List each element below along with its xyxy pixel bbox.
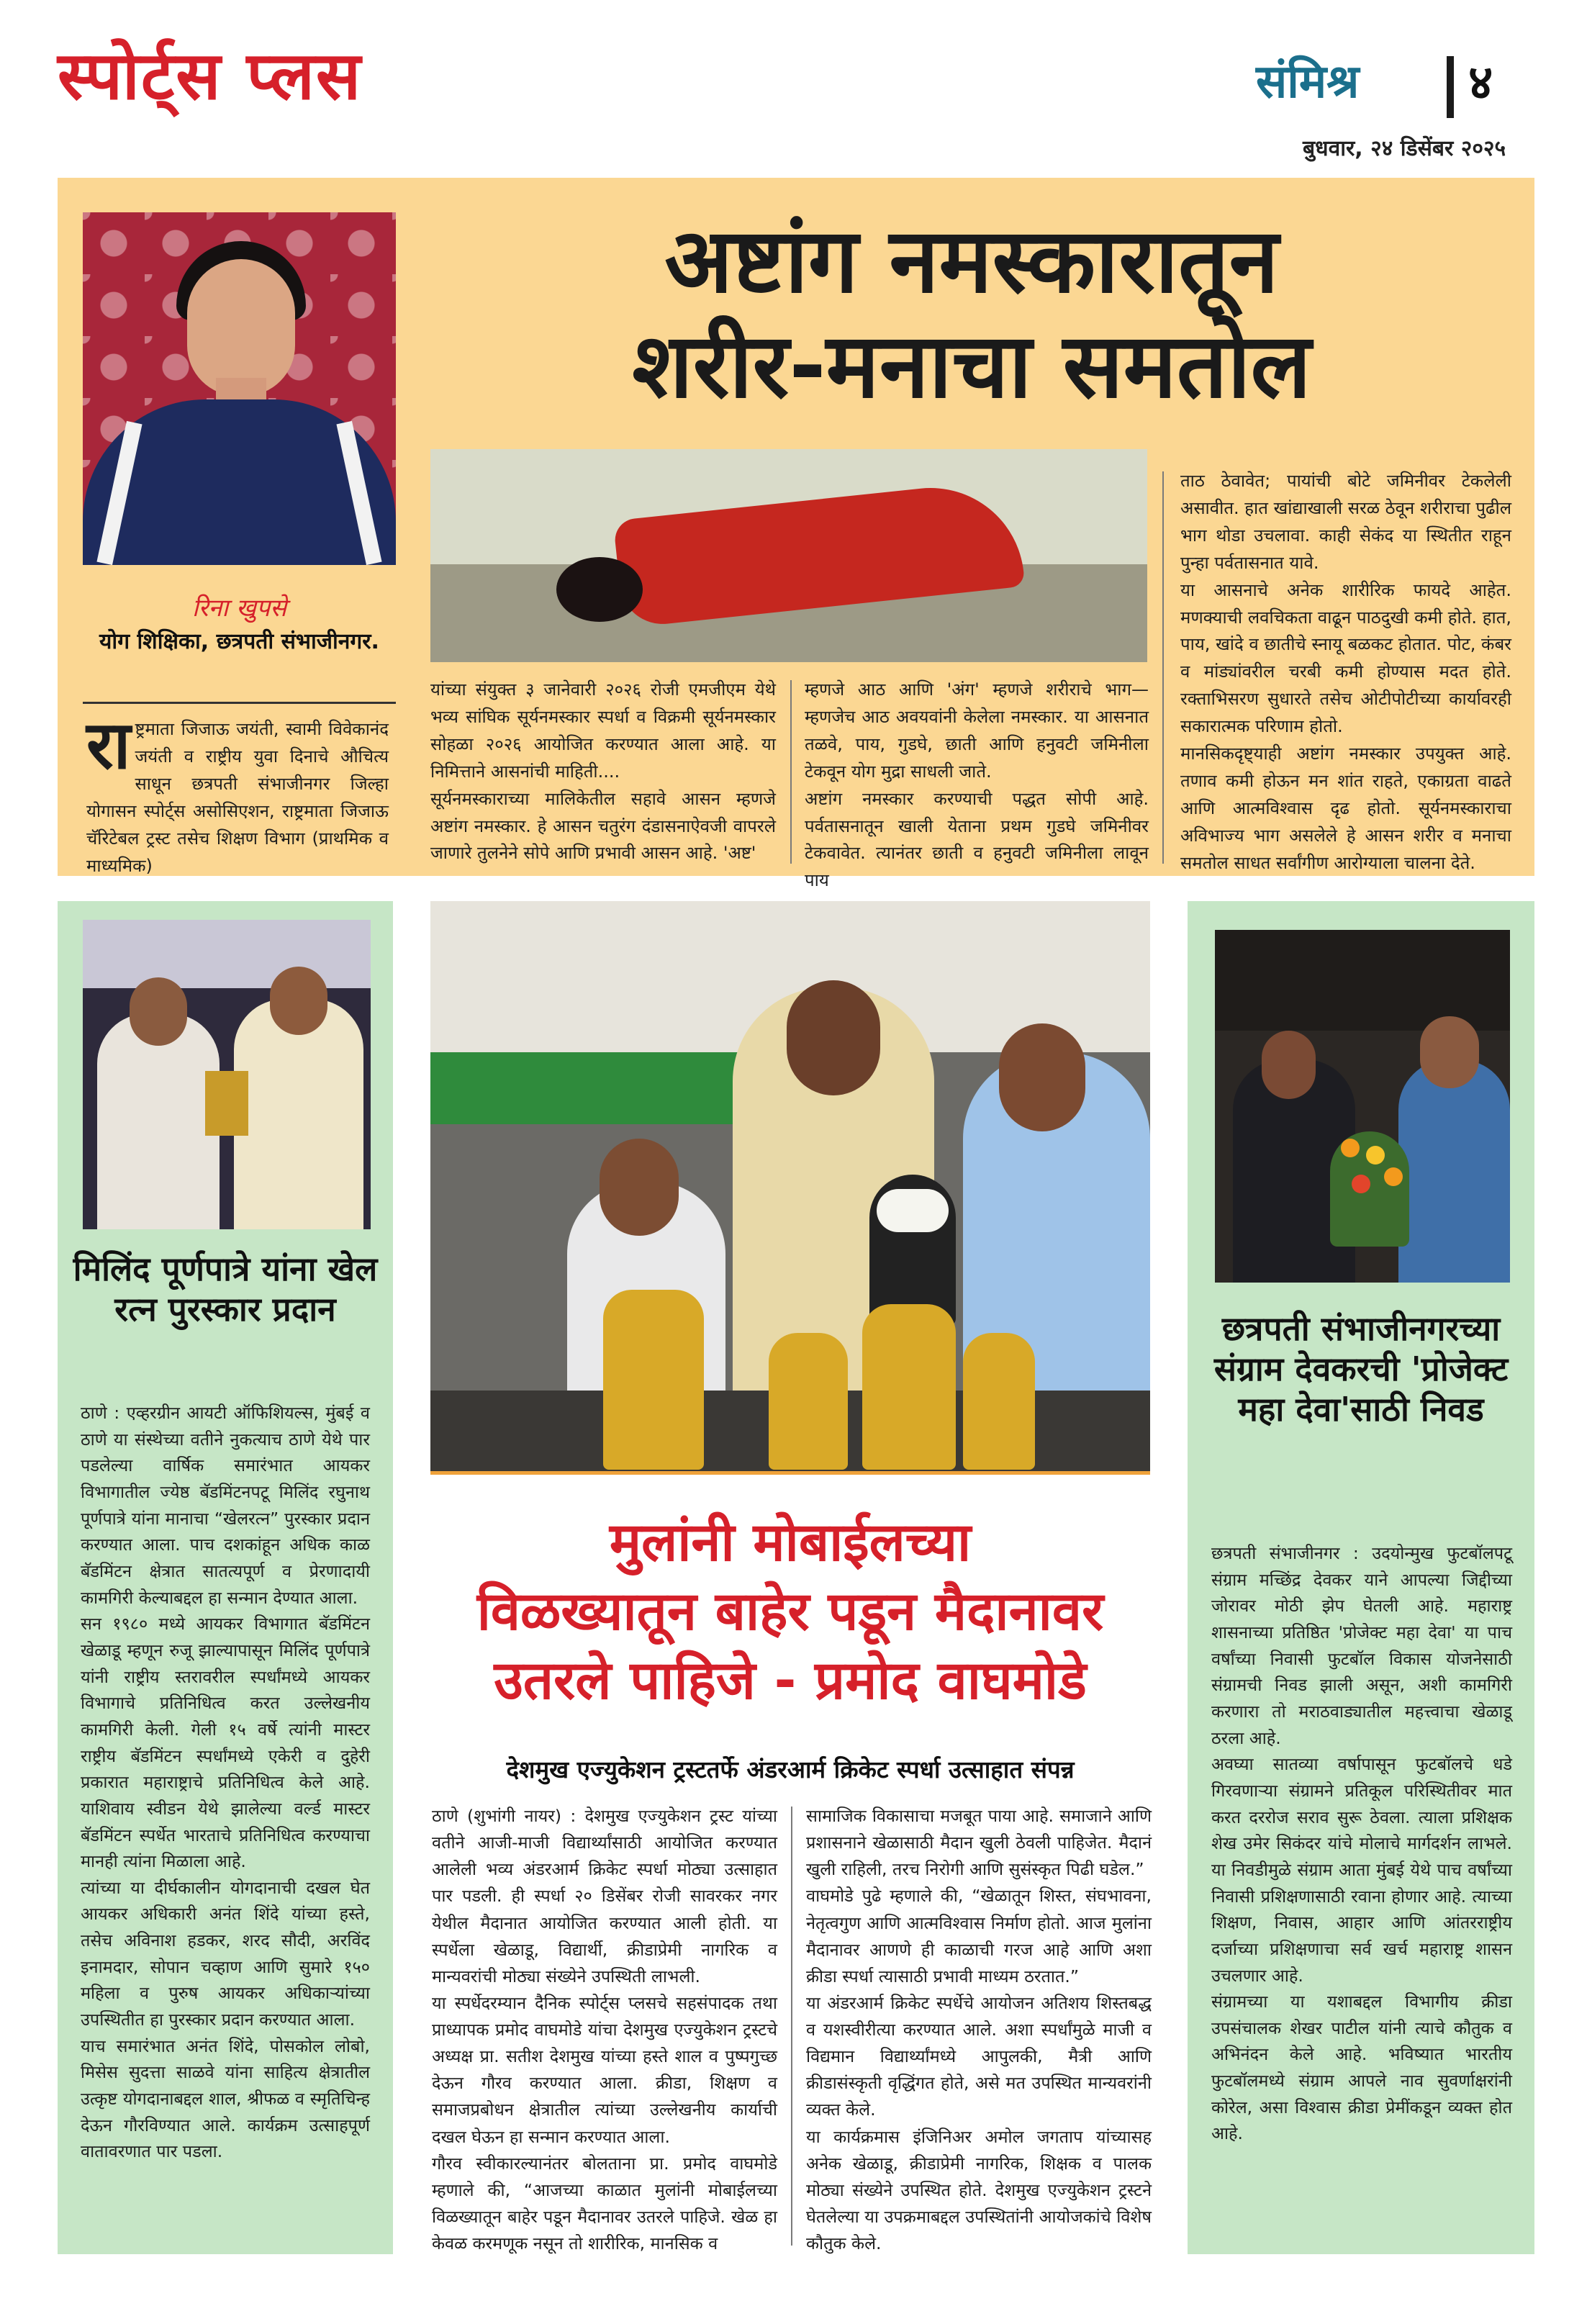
sangram-photo bbox=[1215, 930, 1510, 1283]
cricket-subheadline: देशमुख एज्युकेशन ट्रस्टतर्फे अंडरआर्म क्रिकेट स्पर्धा उत्साहात संपन्न bbox=[506, 1755, 1075, 1783]
issue-date: बुधवार, २४ डिसेंबर २०२५ bbox=[1303, 136, 1506, 161]
byline-divider bbox=[83, 702, 396, 704]
yoga-pose-photo bbox=[430, 449, 1147, 662]
cricket-headline-line2: विळख्यातून बाहेर पडून मैदानावर bbox=[476, 1581, 1104, 1643]
award-ceremony-photo bbox=[83, 920, 371, 1229]
cricket-column-2: सामाजिक विकासाचा मजबूत पाया आहे. समाजाने आणि प्रशासनाने खेळासाठी मैदान खुली ठेवली पाहिजेत. मैदानं खुली राहिली, तरच निरोगी आणि सुसंस्कृत पिढी घडेल.” वाघमोडे पुढे म्हणाले की, “खेळातून शिस्त, संघभावना, नेतृत्वगुण आणि आत्मविश्वास निर्माण होतो. आज मुलांना मैदानावर आणणे ही काळाची गरज आहे आणि अशा क्रीडा स्पर्धा त्यासाठी प्रभावी माध्यम ठरतात.” या अंडरआर्म क्रिकेट स्पर्धेचे आयोजन अतिशय शिस्तबद्ध व यशस्वीरीत्या करण्यात आले. अशा स्पर्धांमुळे माजी व विद्यमान विद्यार्थ्यांमध्ये आपुलकी, मैत्री आणि क्रीडासंस्कृती वृद्धिंगत होते, असे मत उपस्थित मान्यवरांनी व्यक्त केले. या कार्यक्रमास इंजिनिअर अमोल जगताप यांच्यासह अनेक खेळाडू, क्रीडाप्रेमी नागरिक, शिक्षक व पालक मोठ्या संख्येने उपस्थित होते. देशमुख एज्युकेशन ट्रस्टने घेतलेल्या या उपक्रमाबद्दल उपस्थितांनी आयोजकांचे विशेष कौतुक केले. bbox=[806, 1806, 1152, 2253]
cricket-headline bbox=[430, 1508, 1150, 1716]
yoga-headline-line1: अष्टांग नमस्कारातून bbox=[664, 209, 1279, 313]
felicitation-photo bbox=[430, 901, 1150, 1471]
milind-headline: मिलिंद पूर्णपात्रे यांना खेल रत्न पुरस्कार प्रदान bbox=[73, 1249, 378, 1329]
masthead-title: स्पोर्ट्स प्लस bbox=[58, 37, 363, 114]
yoga-headline-line2: शरीर-मनाचा समतोल bbox=[632, 315, 1311, 419]
yoga-column-1 bbox=[86, 707, 389, 876]
column-divider bbox=[791, 1807, 792, 2246]
column-divider bbox=[1162, 471, 1164, 864]
author-name: रिना खुपसे bbox=[191, 594, 287, 623]
yoga-headline bbox=[432, 209, 1511, 420]
cricket-headline-line1: मुलांनी मोबाईलच्या bbox=[609, 1511, 972, 1573]
sangram-body: छत्रपती संभाजीनगर : उदयोन्मुख फुटबॉलपटू संग्राम मच्छिंद्र देवकर याने आपल्या जिद्दीच्या जोरावर मोठी झेप घेतली आहे. महाराष्ट्र शासनाच्या प्रतिष्ठित 'प्रोजेक्ट महा देवा' या पाच वर्षांच्या निवासी फुटबॉल विकास योजनेसाठी संग्रामची निवड झाली असून, अशी कामगिरी करणारा तो मराठवाड्यातील महत्त्वाचा खेळाडू ठरला आहे. अवघ्या सातव्या वर्षापासून फुटबॉलचे धडे गिरवणाऱ्या संग्रामने प्रतिकूल परिस्थितीवर मात करत दररोज सराव सुरू ठेवला. त्याला प्रशिक्षक शेख उमेर सिकंदर यांचे मोलाचे मार्गदर्शन लाभले. या निवडीमुळे संग्राम आता मुंबई येथे पाच वर्षांच्या निवासी प्रशिक्षणासाठी रवाना होणार आहे. त्याच्या शिक्षण, निवास, आहार आणि आंतरराष्ट्रीय दर्जाच्या प्रशिक्षणाचा सर्व खर्च महाराष्ट्र शासन उचलणार आहे. संग्रामच्या या यशाबद्दल विभागीय क्रीडा उपसंचालक शेखर पाटील यांनी त्याचे कौतुक व अभिनंदन केले आहे. भविष्यात भारतीय फुटबॉलमध्ये संग्राम आपले नाव सुवर्णाक्षरांनी कोरेल, असा विश्वास क्रीडा प्रेमींकडून व्यक्त होत आहे. bbox=[1211, 1543, 1512, 2144]
section-name: संमिश्र bbox=[1256, 55, 1360, 109]
yoga-column-2: यांच्या संयुक्त ३ जानेवारी २०२६ रोजी एमजीएम येथे भव्य सांघिक सूर्यनमस्कार स्पर्धा व विक्रमी सूर्यनमस्कार सोहळा २०२६ आयोजित करण्यात आला आहे. या निमित्ताने आसनांची माहिती.... सूर्यनमस्काराच्या मालिकेतील सहावे आसन म्हणजे अष्टांग नमस्कार. हे आसन चतुरंग दंडासनाऐवजी वापरले जाणारे तुलनेने सोपे आणि प्रभावी आसन आहे. 'अष्ट' bbox=[430, 679, 776, 864]
yoga-column-4: ताठ ठेवावेत; पायांची बोटे जमिनीवर टेकलेली असावीत. हात खांद्याखाली सरळ ठेवून शरीराचा पुढील भाग थोडा उचलावा. काही सेकंद या स्थितीत राहून पुन्हा पर्वतासनात यावे. या आसनाचे अनेक शारीरिक फायदे आहेत. मणक्याची लवचिकता वाढून पाठदुखी कमी होते. हात, पाय, खांदे व छातीचे स्नायू बळकट होतात. पोट, कंबर व मांड्यांवरील चरबी कमी होण्यास मदत होते. रक्ताभिसरण सुधारते तसेच ओटीपोटीच्या कार्यावरही सकारात्मक परिणाम होतो. मानसिकदृष्ट्याही अष्टांग नमस्कार उपयुक्त आहे. तणाव कमी होऊन मन शांत राहते, एकाग्रता वाढते आणि आत्मविश्वास दृढ होतो. सूर्यनमस्काराचा अविभाज्य भाग असलेले हे आसन शरीर व मनाचा समतोल साधत सर्वांगीण आरोग्याला चालना देते. bbox=[1180, 471, 1511, 873]
photo-underline bbox=[430, 1471, 1150, 1475]
column-divider bbox=[790, 680, 792, 864]
cricket-column-1: ठाणे (शुभांगी नायर) : देशमुख एज्युकेशन ट्रस्ट यांच्या वतीने आजी-माजी विद्यार्थ्यांसाठी आयोजित करण्यात आलेली भव्य अंडरआर्म क्रिकेट स्पर्धा मोठ्या उत्साहात पार पडली. ही स्पर्धा २० डिसेंबर रोजी सावरकर नगर येथील मैदानात आयोजित करण्यात आली होती. या स्पर्धेला खेळाडू, विद्यार्थी, क्रीडाप्रेमी नागरिक व मान्यवरांची मोठ्या संख्येने उपस्थिती लाभली. या स्पर्धेदरम्यान दैनिक स्पोर्ट्स प्लसचे सहसंपादक तथा प्राध्यापक प्रमोद वाघमोडे यांचा देशमुख एज्युकेशन ट्रस्टचे अध्यक्ष प्रा. सतीश देशमुख यांच्या हस्ते शाल व पुष्पगुच्छ देऊन गौरव करण्यात आला. क्रीडा, शिक्षण व समाजप्रबोधन क्षेत्रातील त्यांच्या उल्लेखनीय कार्याची दखल घेऊन हा सन्मान करण्यात आला. गौरव स्वीकारल्यानंतर बोलताना प्रा. प्रमोद वाघमोडे म्हणाले की, “आजच्या काळात मुलांनी मोबाईलच्या विळख्यातून बाहेर पडून मैदानावर उतरले पाहिजे. खेळ हा केवळ करमणूक नसून तो शारीरिक, मानसिक व bbox=[432, 1806, 777, 2253]
cricket-headline-line3: उतरले पाहिजे - प्रमोद वाघमोडे bbox=[494, 1650, 1087, 1712]
masthead-divider bbox=[1447, 56, 1454, 118]
page-number: ४ bbox=[1468, 55, 1493, 110]
yoga-column-3: म्हणजे आठ आणि 'अंग' म्हणजे शरीराचे भाग—म्हणजेच आठ अवयवांनी केलेला नमस्कार. या आसनात तळवे, पाय, गुडघे, छाती आणि हनुवटी जमिनीला टेकवून योग मुद्रा साधली जाते. अष्टांग नमस्कार करण्याची पद्धत सोपी आहे. पर्वतासनातून खाली येताना प्रथम गुडघे जमिनीवर टेकवावेत. त्यानंतर छाती व हनुवटी जमिनीला लावून पाय bbox=[805, 679, 1149, 891]
drop-cap: रा bbox=[86, 707, 131, 784]
milind-body: ठाणे : एव्हरग्रीन आयटी ऑफिशियल्स, मुंबई व ठाणे या संस्थेच्या वतीने नुकत्याच ठाणे येथे पार पडलेल्या वार्षिक समारंभात आयकर विभागातील ज्येष्ठ बॅडमिंटनपटू मिलिंद रघुनाथ पूर्णपात्रे यांना मानाचा “खेलरत्न” पुरस्कार प्रदान करण्यात आला. पाच दशकांहून अधिक काळ बॅडमिंटन क्षेत्रात सातत्यपूर्ण व प्रेरणादायी कामगिरी केल्याबद्दल हा सन्मान देण्यात आला. सन १९८० मध्ये आयकर विभागात बॅडमिंटन खेळाडू म्हणून रुजू झाल्यापासून मिलिंद पूर्णपात्रे यांनी राष्ट्रीय स्तरावरील स्पर्धांमध्ये आयकर विभागाचे प्रतिनिधित्व करत उल्लेखनीय कामगिरी केली. गेली १५ वर्षे त्यांनी मास्टर राष्ट्रीय बॅडमिंटन स्पर्धांमध्ये एकेरी व दुहेरी प्रकारात महाराष्ट्राचे प्रतिनिधित्व केले आहे. याशिवाय स्वीडन येथे झालेल्या वर्ल्ड मास्टर बॅडमिंटन स्पर्धेत भारताचे प्रतिनिधित्व करण्याचा मानही त्यांना मिळाला आहे. त्यांच्या या दीर्घकालीन योगदानाची दखल घेत आयकर अधिकारी अनंत शिंदे यांच्या हस्ते, तसेच अविनाश हडकर, शरद सौदी, अरविंद इनामदार, सोपान चव्हाण आणि सुमारे १५० महिला व पुरुष आयकर अधिकाऱ्यांच्या उपस्थितीत हा पुरस्कार प्रदान करण्यात आला. याच समारंभात अनंत शिंदे, पोसकोल लोबो, मिसेस सुदत्ता साळवे यांना साहित्य क्षेत्रातील उत्कृष्ट योगदानाबद्दल शाल, श्रीफळ व स्मृतिचिन्ह देऊन गौरविण्यात आले. कार्यक्रम उत्साहपूर्ण वातावरणात पार पडला. bbox=[81, 1403, 370, 2162]
sangram-headline: छत्रपती संभाजीनगरच्या संग्राम देवकरची 'प्रोजेक्ट महा देवा'साठी निवड bbox=[1213, 1309, 1509, 1429]
author-role: योग शिक्षिका, छत्रपती संभाजीनगर. bbox=[99, 629, 379, 654]
yoga-column-1-text: ष्ट्रमाता जिजाऊ जयंती, स्वामी विवेकानंद जयंती व राष्ट्रीय युवा दिनाचे औचित्य साधून छत्रपती संभाजीनगर जिल्हा योगासन स्पोर्ट्स असोसिएशन, राष्ट्रमाता जिजाऊ चॅरिटेबल ट्रस्ट तसेच शिक्षण विभाग (प्राथमिक व माध्यमिक) bbox=[86, 719, 389, 876]
author-photo bbox=[83, 212, 396, 565]
